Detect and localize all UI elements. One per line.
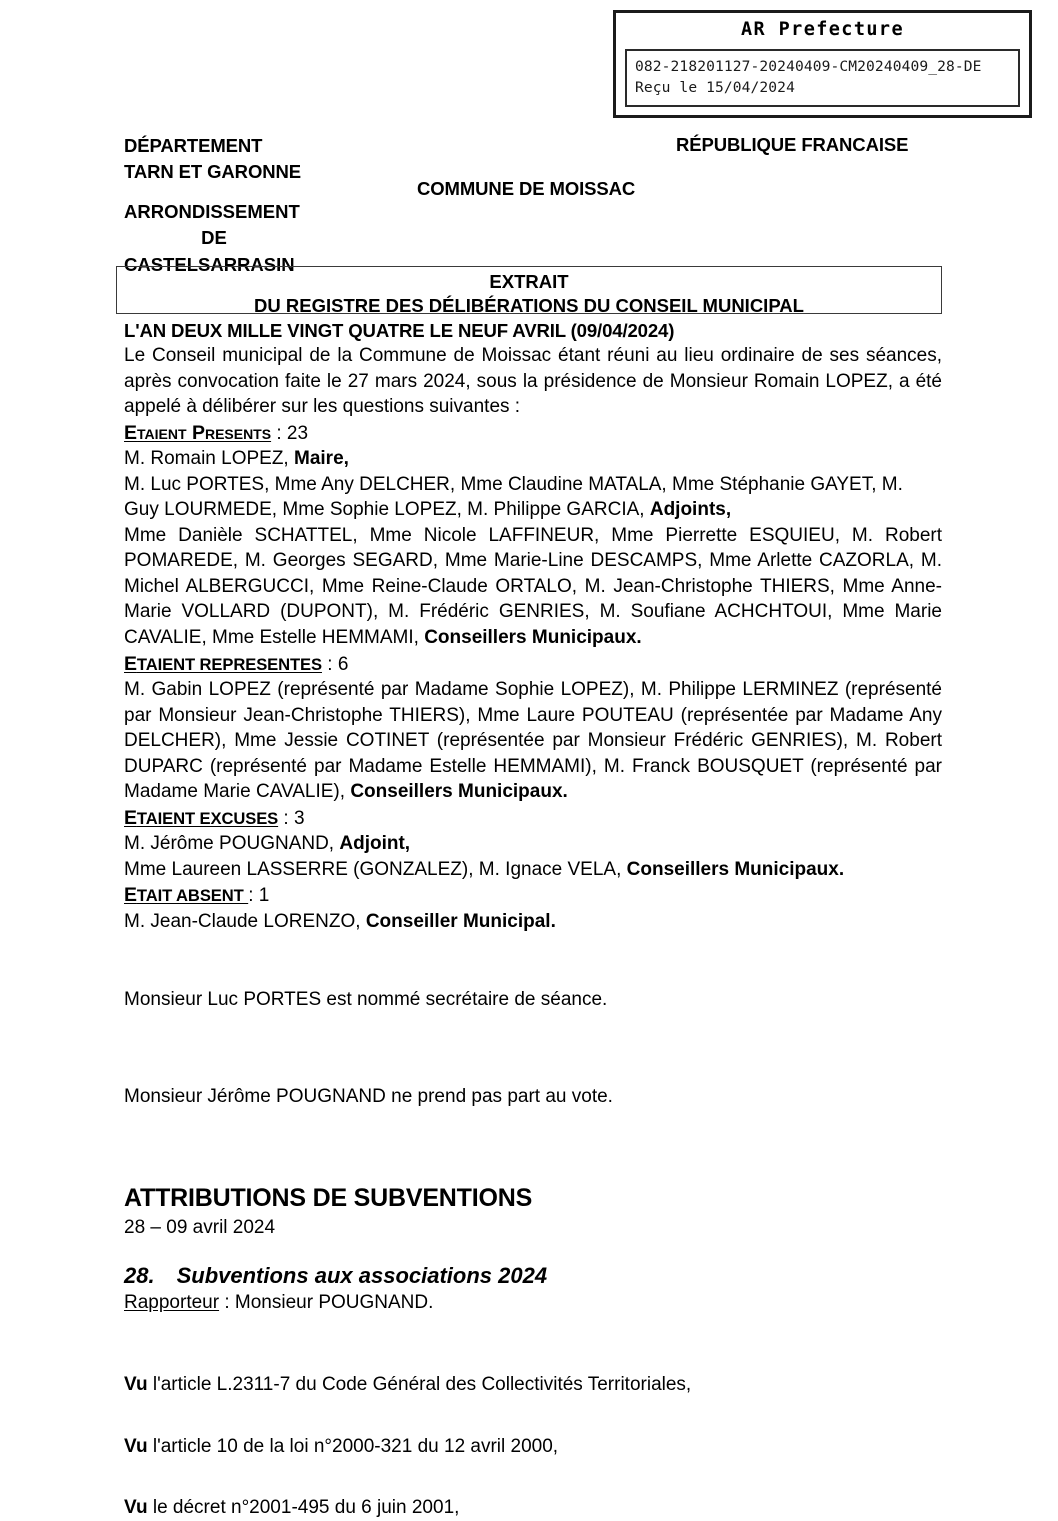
spacer (124, 1110, 942, 1162)
absent-label: ETAIT ABSENT (124, 884, 249, 907)
presents-conseillers-line (124, 523, 942, 651)
excused-conseillers-names: Mme Laureen LASSERRE (GONZALEZ), M. Ignace VELA, (124, 858, 627, 880)
represented-label: ETAIENT REPRESENTES (124, 652, 322, 675)
represented-header (124, 651, 942, 678)
excused-label: ETAIENT EXCUSES (124, 806, 279, 829)
spacer (124, 1398, 942, 1434)
vu-text: l'article L.2311-7 du Code Général des Collectivités Territoriales, (147, 1373, 692, 1395)
excused-adjoint-name: M. Jérôme POUGNAND, (124, 833, 340, 855)
subvention-item-number: 28. (124, 1262, 155, 1288)
vu-text: l'article 10 de la loi n°2000-321 du 12 avril 2000, (147, 1435, 559, 1457)
presents-maire-line (124, 446, 942, 472)
presents-count: 23 (286, 422, 309, 444)
spacer (124, 1241, 942, 1261)
ar-stamp-details (625, 49, 1020, 107)
subventions-subheading: 28 – 09 avril 2024 (124, 1217, 276, 1239)
absent-line (124, 909, 942, 935)
session-date-title: L'AN DEUX MILLE VINGT QUATRE LE NEUF AVRIL (09/04/2024) (124, 320, 675, 341)
vu-clause (124, 1434, 942, 1460)
adjoints-names: M. Luc PORTES, Mme Any DELCHER, Mme Claudine MATALA, Mme Stéphanie GAYET, M. Guy LOURMEDE, Mme Sophie LOPEZ, M. Philippe GARCIA, (124, 473, 903, 521)
ar-stamp-received-date: Reçu le 15/04/2024 (635, 78, 795, 96)
presents-separator: : (271, 422, 287, 444)
presents-header (124, 420, 942, 447)
ar-stamp-reference: 082-218201127-20240409-CM20240409_28-DE (635, 58, 982, 75)
absent-name: M. Jean-Claude LORENZO, (124, 911, 366, 933)
spacer (124, 1459, 942, 1495)
ar-stamp-title: AR Prefecture (741, 19, 904, 40)
session-intro-paragraph: Le Conseil municipal de la Commune de Moissac étant réuni au lieu ordinaire de ses séances, après convocation faite le 27 mars 2024, sous la présidence de Monsieur Romain LOPEZ, a été appelé à délibérer sur les questions suivantes : (124, 345, 942, 418)
adjoints-role: Adjoints, (649, 499, 732, 521)
excused-conseillers-line (124, 857, 942, 883)
arrondissement-label: ARRONDISSEMENT (124, 201, 300, 222)
excused-header (124, 805, 942, 832)
document-body (124, 318, 942, 1521)
represented-separator: : (321, 653, 338, 675)
maire-name: M. Romain LOPEZ, (124, 448, 294, 470)
vu-prefix: Vu (124, 1497, 148, 1519)
spacer (124, 1162, 942, 1182)
vu-prefix: Vu (124, 1435, 148, 1457)
spacer (124, 1064, 942, 1084)
spacer (124, 935, 942, 987)
republique-francaise-label: RÉPUBLIQUE FRANCAISE (676, 134, 909, 155)
excused-count: 3 (293, 807, 305, 829)
represented-names-line (124, 677, 942, 805)
spacer (124, 1316, 942, 1352)
spacer (124, 1012, 942, 1064)
spacer (124, 1352, 942, 1372)
excused-adjoint-line (124, 831, 942, 857)
absent-header (124, 882, 942, 909)
represented-count: 6 (337, 653, 349, 675)
rapporteur-label: Rapporteur (124, 1292, 220, 1314)
vu-clause (124, 1495, 942, 1521)
presents-conseillers-names: Mme Danièle SCHATTEL, Mme Nicole LAFFINEUR, Mme Pierrette ESQUIEU, M. Robert POMAREDE, M. Georges SEGARD, Mme Marie-Line DESCAMPS, Mme Arlette CAZORLA, M. Michel ALBERGUCCI, Mme Reine-Claude ORTALO, M. Jean-Christophe THIERS, Mme Anne-Marie VOLLARD (DUPONT), M. Frédéric GENRIES, M. Soufiane ACHCHTOUI, Mme Marie CAVALIE, Mme Estelle HEMMAMI, (124, 524, 942, 649)
commune-label: COMMUNE DE MOISSAC (417, 178, 636, 199)
absent-role: Conseiller Municipal. (365, 911, 556, 933)
arrondissement-de: DE (201, 227, 227, 249)
extrait-label: EXTRAIT (489, 271, 569, 292)
arrondissement-name: CASTELSARRASIN (124, 253, 295, 275)
departement-name: TARN ET GARONNE (124, 161, 301, 183)
no-vote-note: Monsieur Jérôme POUGNAND ne prend pas part au vote. (124, 1086, 613, 1108)
subventions-heading: ATTRIBUTIONS DE SUBVENTIONS (124, 1183, 533, 1212)
extrait-title-box (116, 266, 942, 317)
subvention-item-title-line (124, 1261, 942, 1291)
subvention-item-title: Subventions aux associations 2024 (176, 1262, 548, 1288)
excused-separator: : (278, 807, 294, 829)
absent-count: 1 (258, 885, 270, 907)
rapporteur-value: : Monsieur POUGNAND. (219, 1292, 434, 1314)
presents-conseillers-role: Conseillers Municipaux. (424, 627, 642, 649)
presents-adjoints-line (124, 472, 942, 523)
ar-prefecture-stamp (613, 10, 1032, 118)
absent-separator: : (248, 885, 259, 907)
excused-conseillers-role: Conseillers Municipaux. (626, 858, 845, 880)
presents-label: Etaient Presents (124, 421, 272, 444)
excused-adjoint-role: Adjoint, (339, 833, 411, 855)
vu-clause (124, 1372, 942, 1398)
maire-role: Maire, (294, 448, 349, 470)
represented-names: M. Gabin LOPEZ (représenté par Madame Sophie LOPEZ), M. Philippe LERMINEZ (représenté par Monsieur Jean-Christophe THIERS), Mme Laure POUTEAU (représentée par Madame Any DELCHER), Mme Jessie COTINET (représentée par Monsieur Frédéric GENRIES), M. Robert DUPARC (représenté par Madame Estelle HEMMAMI), M. Franck BOUSQUET (représenté par Madame Marie CAVALIE), (124, 679, 942, 803)
rapporteur-line (124, 1290, 942, 1316)
secretary-note: Monsieur Luc PORTES est nommé secrétaire de séance. (124, 988, 608, 1010)
vu-prefix: Vu (124, 1373, 148, 1395)
extrait-registre-label: DU REGISTRE DES DÉLIBÉRATIONS DU CONSEIL MUNICIPAL (254, 295, 804, 317)
represented-role: Conseillers Municipaux. (350, 781, 568, 803)
departement-block (124, 133, 464, 186)
departement-label: DÉPARTEMENT (124, 135, 263, 156)
vu-text: le décret n°2001-495 du 6 juin 2001, (147, 1497, 460, 1519)
